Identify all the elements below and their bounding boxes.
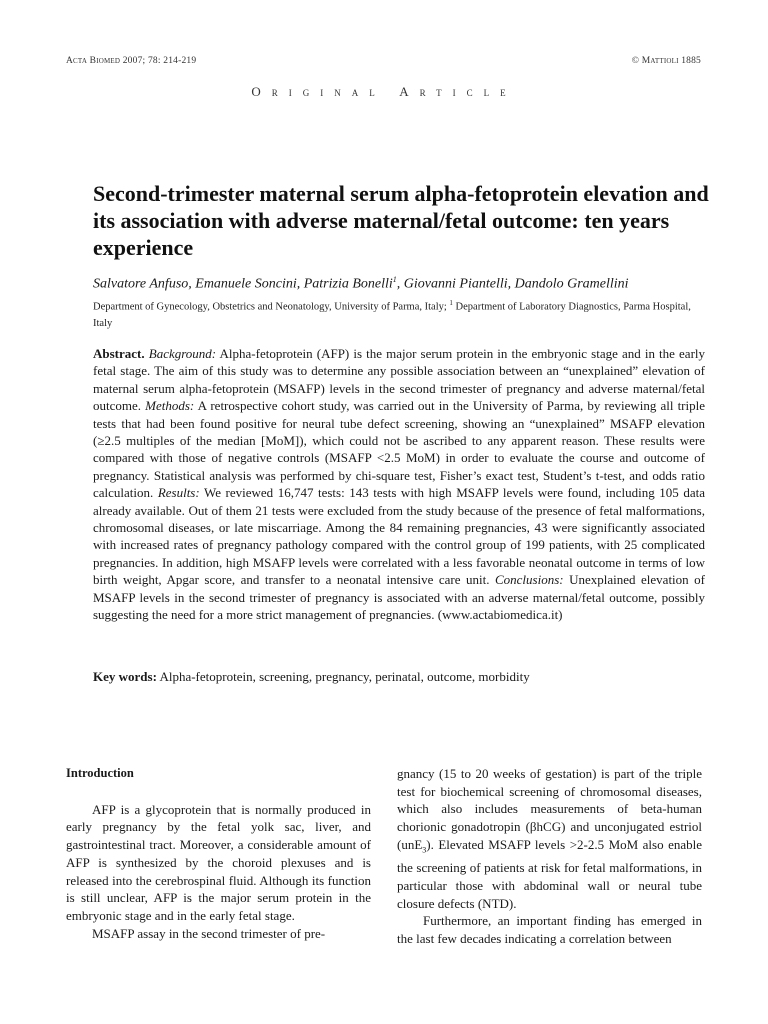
publisher-year: 1885 — [678, 56, 701, 66]
introduction-heading: Introduction — [66, 766, 134, 780]
paragraph: Furthermore, an important finding has emerged in the last few decades indicating a correlation between — [397, 913, 702, 946]
body-column-right — [397, 765, 702, 948]
paragraph-text: gnancy (15 to 20 weeks of gestation) is part of the triple test for biochemical screening of chromosomal diseases, which also includes measurements of beta-human chorionic gonadotropin (βhCG) and unconjugated estriol (unE — [397, 766, 702, 852]
copyright-notice — [632, 56, 701, 66]
authors-rest: , Giovanni Piantelli, Dandolo Gramellini — [396, 276, 629, 292]
authors-first: Salvatore Anfuso, Emanuele Soncini, Patrizia Bonelli — [93, 276, 393, 292]
journal-citation — [66, 56, 196, 66]
paragraph — [397, 765, 702, 912]
subscript: 3 — [422, 845, 427, 855]
article-title: Second-trimester maternal serum alpha-fetoprotein elevation and its association with adverse maternal/fetal outcome: ten years experience — [93, 181, 709, 260]
publisher-name: Mattioli — [641, 56, 679, 66]
keywords — [93, 668, 705, 685]
keywords-text: Alpha-fetoprotein, screening, pregnancy, perinatal, outcome, morbidity — [156, 669, 530, 684]
affiliation — [93, 295, 708, 332]
background-label: Background: — [148, 346, 217, 361]
body-column-left — [66, 765, 371, 942]
methods-text: A retrospective cohort study, was carried out in the University of Parma, by reviewing all triple tests that had been found positive for neural tube defect screening, showing an “unexplained” MSAFP elevation (≥2.5 multiples of the median [MoM]), which could not be ascribed to any apparent reason. These results were compared with those of negative controls (MSAFP <2.5 MoM) in order to evaluate the course and outcome of pregnancy. Statistical analysis was performed by chi-square test, Fisher’s exact test, Student’s t-test, and odds ratio calculation. — [93, 398, 706, 501]
results-label: Results: — [157, 485, 200, 501]
keywords-label: Key words: — [93, 669, 157, 684]
affiliation-marker: 1 — [449, 299, 453, 307]
author-list — [93, 271, 713, 294]
paragraph: AFP is a glycoprotein that is normally produced in early pregnancy by the fetal yolk sac, liver, and gastrointestinal tract. Moreover, a considerable amount of AFP is synthesized by the choroid plexuses and is released into the cerebrospinal fluid. Although its function is still unclear, AFP is the major serum protein in the embryonic stage and in the early fetal stage. — [66, 801, 371, 923]
background-text: Alpha-fetoprotein (AFP) is the major serum protein in the embryonic stage and in the early fetal stage. The aim of this study was to determine any possible association between an “unexplained” elevation of maternal serum alpha-fetoprotein (MSAFP) levels in the second trimester of pregnancy and adverse maternal/fetal outcome. — [93, 346, 706, 414]
section-label: Original Article — [251, 84, 517, 99]
affiliation-part-2: Department of Laboratory Diagnostics, Parma Hospital, Italy — [93, 301, 691, 329]
conclusions-label: Conclusions: — [494, 572, 564, 588]
abstract — [93, 345, 705, 624]
paragraph-text: ). Elevated MSAFP levels >2-2.5 MoM also enable the screening of patients at risk for fetal malformations, in particular those with abdominal wall or neural tube closure defects (NTD). — [397, 836, 702, 911]
methods-label: Methods: — [145, 398, 195, 414]
abstract-label: Abstract. — [93, 346, 145, 361]
citation-details: 2007; 78: 214-219 — [120, 56, 197, 66]
affiliation-part-1: Department of Gynecology, Obstetrics and Neonatology, University of Parma, Italy; — [93, 301, 450, 313]
copyright-symbol: © — [631, 56, 642, 66]
journal-name: Acta Biomed — [66, 56, 121, 66]
conclusions-text: Unexplained elevation of MSAFP levels in the second trimester of pregnancy is associated with an adverse maternal/fetal outcome, possibly suggesting the need for a more strict management of pregnancies. (www.actabiomedica.it) — [93, 572, 705, 623]
paragraph: MSAFP assay in the second trimester of pre- — [92, 925, 326, 941]
author-affiliation-marker: 1 — [392, 275, 397, 284]
results-text: We reviewed 16,747 tests: 143 tests with high MSAFP levels were found, including 105 data already available. Out of them 21 tests were excluded from the study because of the presence of fetal malformations, chromosomal diseases, or late miscarriage. Among the 84 remaining pregnancies, 43 were significantly associated with increased rates of pregnancy pathology compared with the control group of 199 patients, with 25 complicated pregnancies. In addition, high MSAFP levels were correlated with a less favorable neonatal outcome in terms of low birth weight, Apgar score, and transfer to a neonatal intensive care unit. — [93, 485, 705, 588]
